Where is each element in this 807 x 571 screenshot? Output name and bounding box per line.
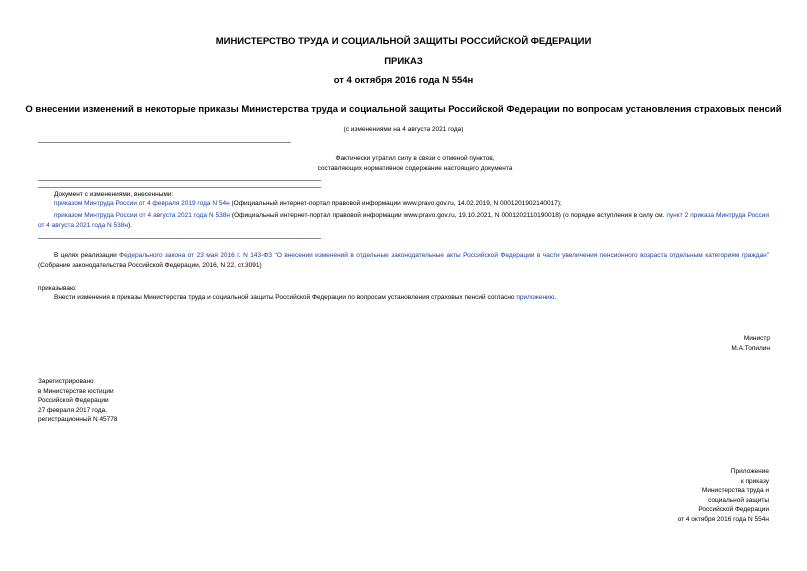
change-source: (Официальный интернет-портал правовой информации www.pravo.gov.ru, 14.02.2019, N 0001201902140017);: [229, 200, 562, 207]
signature-block: [731, 334, 770, 353]
registration-line: 27 февраля 2017 года,: [38, 406, 107, 414]
amendment-note: (с изменениями на 4 августа 2021 года): [343, 126, 464, 133]
registration-line: регистрационный N 45778: [38, 416, 118, 423]
change-clause-link[interactable]: пункт 2: [666, 212, 689, 219]
appendix-line: Министерства труда и: [701, 487, 769, 494]
appendix-line: Приложение: [730, 468, 769, 475]
change-item: [38, 211, 769, 230]
signatory-name: М.А.Топилин: [731, 344, 770, 352]
appendix-block: [678, 467, 769, 524]
divider: [38, 142, 291, 143]
divider: [38, 187, 321, 188]
order-paragraph: [54, 293, 556, 303]
order-text: Внести изменения в приказы Министерства труда и социальной защиты Российской Федерации по вопросам установления страховых пенсий согласно: [54, 294, 517, 301]
appendix-line: к приказу: [740, 477, 769, 485]
registration-line: Российской Федерации: [38, 397, 109, 404]
order-end: .: [554, 294, 557, 301]
preamble-paragraph: [38, 251, 769, 270]
document-title: О внесении изменений в некоторые приказы Министерства труда и социальной защиты Российской Федерации по вопросам установления страховых пенсий: [25, 104, 782, 115]
repeal-notice: [270, 154, 560, 173]
appendix-line: от 4 октября 2016 года N 554н: [677, 515, 769, 523]
change-source: (Официальный интернет-портал правовой информации www.pravo.gov.ru, 19.10.2021, N 0001202110190018) (о порядке вступления в силу см.: [229, 212, 667, 219]
registration-line: Зарегистрировано: [38, 378, 94, 385]
orders-word: приказываю:: [38, 285, 77, 292]
appendix-line: Российской Федерации: [698, 506, 769, 513]
divider: [38, 238, 321, 239]
repeal-notice-line: составляющих нормативное содержание настоящего документа: [317, 164, 513, 172]
repeal-notice-line: Фактически утратил силу в связи с отменой пунктов,: [335, 155, 495, 162]
appendix-link[interactable]: приложению: [516, 294, 555, 301]
signatory-title: Министр: [743, 335, 770, 342]
changes-heading: Документ с изменениями, внесенными:: [54, 191, 174, 198]
preamble-start: В целях реализации: [54, 252, 120, 259]
preamble-end: (Собрание законодательства Российской Федерации, 2016, N 22, ст.3091): [38, 261, 262, 269]
change-link[interactable]: приказом Минтруда России от 4 февраля 2019 года N 54н: [54, 200, 230, 207]
change-end: ).: [127, 221, 132, 229]
registration-block: [38, 377, 118, 425]
document-type: ПРИКАЗ: [384, 56, 423, 67]
change-item: [54, 199, 774, 209]
registration-line: в Министерстве юстиции: [38, 387, 114, 395]
federal-law-link[interactable]: Федерального закона от 23 мая 2016 г. N 143-ФЗ "О внесении изменений в отдельные законодательные акты Российской Федерации в части увеличения пенсионного возраста отдельным категориям граждан": [119, 252, 769, 259]
change-link[interactable]: приказом Минтруда России от 4 августа 2021 года N 538н: [54, 212, 230, 219]
appendix-line: социальной защиты: [708, 496, 769, 504]
divider: [38, 180, 321, 181]
ministry-heading: МИНИСТЕРСТВО ТРУДА И СОЦИАЛЬНОЙ ЗАЩИТЫ РОССИЙСКОЙ ФЕДЕРАЦИИ: [215, 36, 592, 47]
change-order-link[interactable]: приказа Минтруда России от 4 августа 2021 года N 538н: [38, 212, 769, 229]
document-date-number: от 4 октября 2016 года N 554н: [333, 75, 474, 86]
